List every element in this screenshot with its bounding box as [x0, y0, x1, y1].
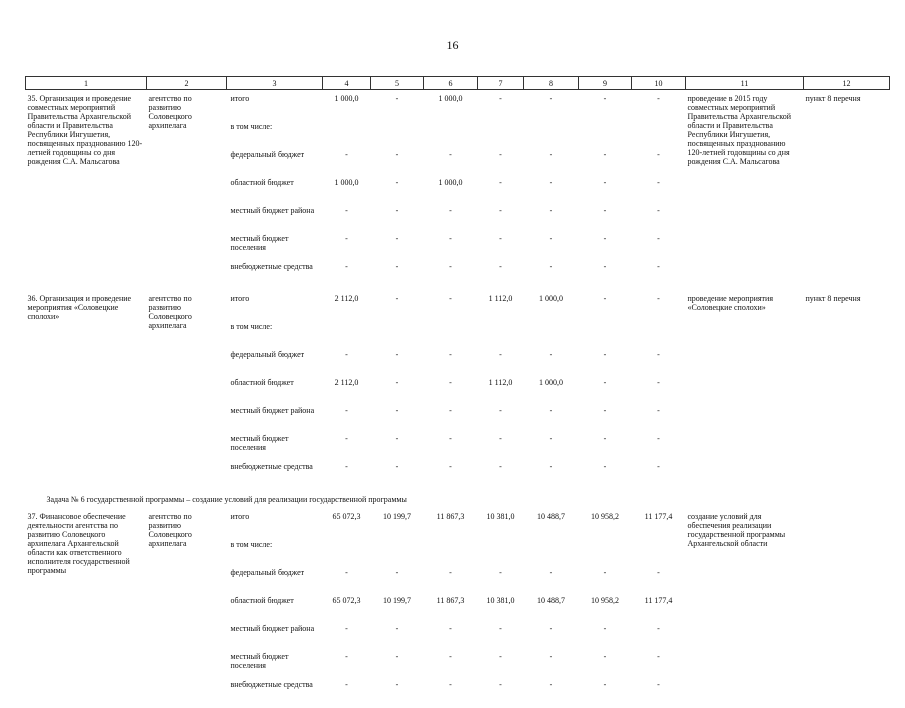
- funding-source: местный бюджет района: [227, 406, 323, 434]
- funding-source: федеральный бюджет: [227, 350, 323, 378]
- value-cell: -: [579, 178, 632, 206]
- value-cell: 1 112,0: [478, 290, 524, 322]
- value-cell: -: [478, 262, 524, 290]
- value-cell: 10 199,7: [371, 596, 424, 624]
- value-cell: 1 112,0: [478, 378, 524, 406]
- value-cell: [579, 322, 632, 350]
- col-header: 11: [686, 77, 804, 90]
- table-row: [26, 90, 890, 123]
- funding-source: итого: [227, 90, 323, 123]
- value-cell: -: [632, 262, 686, 290]
- value-cell: 1 000,0: [424, 178, 478, 206]
- value-cell: -: [524, 406, 579, 434]
- funding-source: в том числе:: [227, 122, 323, 150]
- value-cell: 10 958,2: [579, 508, 632, 540]
- value-cell: 10 488,7: [524, 596, 579, 624]
- value-cell: -: [371, 434, 424, 462]
- value-cell: -: [424, 568, 478, 596]
- executor: агентство по развитию Соловецкого архипелага: [147, 290, 227, 490]
- value-cell: -: [323, 234, 371, 262]
- col-header: 6: [424, 77, 478, 90]
- value-cell: -: [424, 462, 478, 490]
- funding-source: в том числе:: [227, 322, 323, 350]
- value-cell: 11 177,4: [632, 596, 686, 624]
- value-cell: 65 072,3: [323, 508, 371, 540]
- value-cell: -: [524, 178, 579, 206]
- value-cell: -: [478, 406, 524, 434]
- value-cell: [579, 540, 632, 568]
- value-cell: -: [323, 462, 371, 490]
- funding-source: областной бюджет: [227, 378, 323, 406]
- value-cell: -: [632, 178, 686, 206]
- value-cell: -: [524, 652, 579, 680]
- value-cell: [632, 122, 686, 150]
- value-cell: -: [323, 350, 371, 378]
- value-cell: 65 072,3: [323, 596, 371, 624]
- value-cell: -: [579, 434, 632, 462]
- funding-source: федеральный бюджет: [227, 568, 323, 596]
- value-cell: -: [371, 624, 424, 652]
- col-header: 12: [804, 77, 890, 90]
- value-cell: 10 381,0: [478, 508, 524, 540]
- value-cell: -: [478, 150, 524, 178]
- value-cell: [478, 322, 524, 350]
- value-cell: -: [478, 206, 524, 234]
- value-cell: [632, 322, 686, 350]
- value-cell: [424, 322, 478, 350]
- value-cell: -: [371, 406, 424, 434]
- value-cell: [371, 540, 424, 568]
- value-cell: -: [371, 462, 424, 490]
- value-cell: -: [579, 378, 632, 406]
- value-cell: [478, 540, 524, 568]
- value-cell: -: [632, 434, 686, 462]
- expected-result: проведение в 2015 году совместных мероприятий Правительства Архангельской области и Правительства Республики Ингушетия, посвященных празднованию 120-летней годовщины со дня рождения С.А. Мальсагова: [686, 90, 804, 291]
- funding-source: итого: [227, 508, 323, 540]
- funding-source: итого: [227, 290, 323, 322]
- value-cell: -: [424, 234, 478, 262]
- value-cell: -: [424, 350, 478, 378]
- value-cell: -: [524, 434, 579, 462]
- value-cell: 1 000,0: [524, 378, 579, 406]
- value-cell: -: [524, 234, 579, 262]
- value-cell: -: [323, 406, 371, 434]
- value-cell: -: [632, 90, 686, 123]
- value-cell: -: [524, 624, 579, 652]
- value-cell: -: [323, 568, 371, 596]
- value-cell: -: [371, 206, 424, 234]
- value-cell: -: [632, 150, 686, 178]
- funding-source: федеральный бюджет: [227, 150, 323, 178]
- value-cell: -: [371, 290, 424, 322]
- funding-source: областной бюджет: [227, 596, 323, 624]
- value-cell: -: [524, 462, 579, 490]
- value-cell: -: [579, 652, 632, 680]
- value-cell: -: [478, 350, 524, 378]
- value-cell: -: [632, 652, 686, 680]
- value-cell: 1 000,0: [323, 178, 371, 206]
- col-header: 3: [227, 77, 323, 90]
- col-header: 1: [26, 77, 147, 90]
- value-cell: 10 958,2: [579, 596, 632, 624]
- col-header: 10: [632, 77, 686, 90]
- value-cell: -: [524, 150, 579, 178]
- value-cell: -: [524, 680, 579, 708]
- value-cell: -: [579, 624, 632, 652]
- value-cell: 1 000,0: [323, 90, 371, 123]
- executor: агентство по развитию Соловецкого архипелага: [147, 90, 227, 291]
- col-header: 5: [371, 77, 424, 90]
- value-cell: -: [579, 206, 632, 234]
- value-cell: -: [424, 150, 478, 178]
- value-cell: -: [478, 680, 524, 708]
- value-cell: [371, 322, 424, 350]
- value-cell: -: [424, 406, 478, 434]
- task-row: [26, 490, 890, 508]
- value-cell: -: [579, 406, 632, 434]
- value-cell: -: [323, 262, 371, 290]
- value-cell: -: [323, 150, 371, 178]
- value-cell: -: [371, 90, 424, 123]
- value-cell: -: [478, 90, 524, 123]
- value-cell: -: [579, 680, 632, 708]
- value-cell: -: [524, 90, 579, 123]
- value-cell: 11 867,3: [424, 596, 478, 624]
- task-heading: Задача № 6 государственной программы – создание условий для реализации государственной программы: [26, 490, 890, 508]
- funding-source: местный бюджет поселения: [227, 652, 323, 680]
- value-cell: -: [632, 624, 686, 652]
- funding-source: внебюджетные средства: [227, 680, 323, 708]
- funding-source: в том числе:: [227, 540, 323, 568]
- value-cell: [371, 122, 424, 150]
- value-cell: -: [632, 234, 686, 262]
- value-cell: -: [424, 262, 478, 290]
- value-cell: [424, 122, 478, 150]
- table-row: [26, 290, 890, 322]
- list-reference: пункт 8 перечня: [804, 90, 890, 291]
- value-cell: -: [424, 652, 478, 680]
- value-cell: 10 488,7: [524, 508, 579, 540]
- value-cell: -: [371, 178, 424, 206]
- value-cell: -: [524, 568, 579, 596]
- value-cell: -: [632, 462, 686, 490]
- value-cell: -: [323, 206, 371, 234]
- value-cell: -: [579, 150, 632, 178]
- value-cell: -: [579, 262, 632, 290]
- expected-result: создание условий для обеспечения реализации государственной программы Архангельской области: [686, 508, 804, 708]
- value-cell: -: [524, 206, 579, 234]
- value-cell: -: [323, 624, 371, 652]
- table-row: [26, 508, 890, 540]
- col-header: 4: [323, 77, 371, 90]
- value-cell: -: [323, 652, 371, 680]
- value-cell: 1 000,0: [524, 290, 579, 322]
- funding-source: областной бюджет: [227, 178, 323, 206]
- value-cell: -: [424, 290, 478, 322]
- list-reference: [804, 508, 890, 708]
- value-cell: -: [478, 652, 524, 680]
- value-cell: [323, 122, 371, 150]
- value-cell: -: [371, 568, 424, 596]
- value-cell: -: [632, 406, 686, 434]
- value-cell: -: [478, 234, 524, 262]
- value-cell: [579, 122, 632, 150]
- value-cell: [424, 540, 478, 568]
- value-cell: 2 112,0: [323, 290, 371, 322]
- funding-source: внебюджетные средства: [227, 462, 323, 490]
- funding-source: местный бюджет поселения: [227, 234, 323, 262]
- value-cell: -: [371, 378, 424, 406]
- funding-source: местный бюджет поселения: [227, 434, 323, 462]
- value-cell: -: [371, 262, 424, 290]
- value-cell: -: [424, 680, 478, 708]
- value-cell: -: [524, 350, 579, 378]
- col-header: 7: [478, 77, 524, 90]
- value-cell: [478, 122, 524, 150]
- value-cell: -: [478, 434, 524, 462]
- value-cell: [524, 322, 579, 350]
- value-cell: -: [371, 150, 424, 178]
- funding-source: местный бюджет района: [227, 206, 323, 234]
- value-cell: 2 112,0: [323, 378, 371, 406]
- col-header: 9: [579, 77, 632, 90]
- value-cell: [323, 322, 371, 350]
- value-cell: 10 381,0: [478, 596, 524, 624]
- value-cell: -: [632, 350, 686, 378]
- value-cell: -: [524, 262, 579, 290]
- activity-name: 36. Организация и проведение мероприятия «Соловецкие сполохи»: [26, 290, 147, 490]
- value-cell: -: [478, 462, 524, 490]
- value-cell: -: [579, 462, 632, 490]
- value-cell: [524, 540, 579, 568]
- value-cell: -: [579, 568, 632, 596]
- value-cell: -: [371, 350, 424, 378]
- value-cell: -: [632, 206, 686, 234]
- value-cell: -: [424, 206, 478, 234]
- executor: агентство по развитию Соловецкого архипелага: [147, 508, 227, 708]
- expected-result: проведение мероприятия «Соловецкие сполохи»: [686, 290, 804, 490]
- value-cell: -: [478, 624, 524, 652]
- value-cell: -: [371, 680, 424, 708]
- list-reference: пункт 8 перечня: [804, 290, 890, 490]
- value-cell: 10 199,7: [371, 508, 424, 540]
- value-cell: -: [371, 652, 424, 680]
- budget-table: [25, 76, 890, 708]
- value-cell: -: [632, 568, 686, 596]
- funding-source: местный бюджет района: [227, 624, 323, 652]
- value-cell: -: [632, 680, 686, 708]
- column-numbers-row: [26, 77, 890, 90]
- value-cell: -: [424, 624, 478, 652]
- value-cell: -: [371, 234, 424, 262]
- value-cell: [323, 540, 371, 568]
- value-cell: -: [424, 378, 478, 406]
- value-cell: -: [323, 680, 371, 708]
- value-cell: 11 867,3: [424, 508, 478, 540]
- value-cell: -: [632, 290, 686, 322]
- activity-name: 35. Организация и проведение совместных мероприятий Правительства Архангельской области и Правительства Республики Ингушетия, посвященных празднованию 120-летней годовщины со дня рождения С.А. Мальсагова: [26, 90, 147, 291]
- value-cell: -: [579, 234, 632, 262]
- table-body: [26, 90, 890, 708]
- value-cell: -: [478, 568, 524, 596]
- col-header: 2: [147, 77, 227, 90]
- value-cell: -: [424, 434, 478, 462]
- value-cell: [524, 122, 579, 150]
- value-cell: -: [323, 434, 371, 462]
- value-cell: 1 000,0: [424, 90, 478, 123]
- funding-source: внебюджетные средства: [227, 262, 323, 290]
- value-cell: -: [579, 290, 632, 322]
- value-cell: -: [632, 378, 686, 406]
- value-cell: 11 177,4: [632, 508, 686, 540]
- value-cell: -: [579, 350, 632, 378]
- value-cell: -: [579, 90, 632, 123]
- value-cell: [632, 540, 686, 568]
- page-number: 16: [0, 38, 905, 53]
- col-header: 8: [524, 77, 579, 90]
- value-cell: -: [478, 178, 524, 206]
- activity-name: 37. Финансовое обеспечение деятельности агентства по развитию Соловецкого архипелага Архангельской области как ответственного исполнителя государственной программы: [26, 508, 147, 708]
